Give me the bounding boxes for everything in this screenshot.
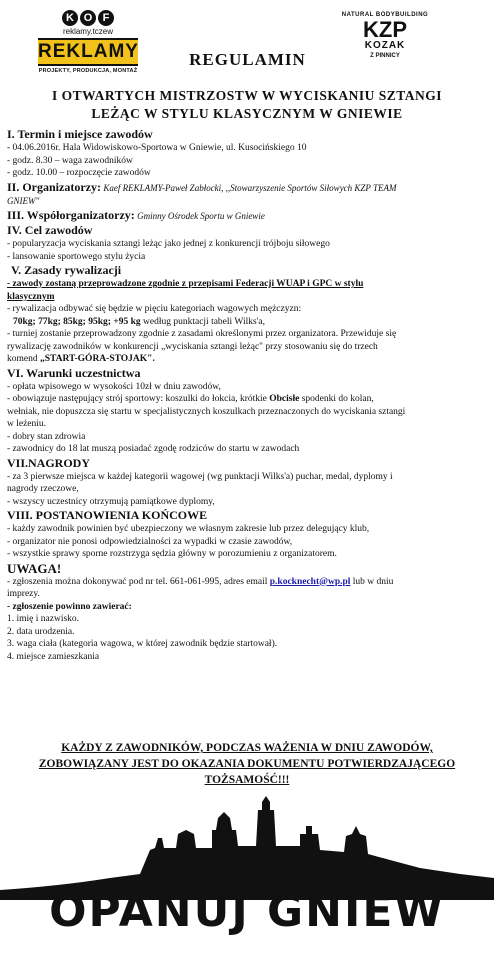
attire-bold: Obcisłe: [269, 394, 300, 404]
list-item: 1. imię i nazwisko.: [7, 614, 80, 624]
list-item: - rywalizacja odbywać się będzie w pięciu kategoriach wagowych mężczyzn:: [7, 304, 302, 314]
co-organizers-row: [7, 208, 489, 224]
list-item: - dobry stan zdrowia: [7, 431, 86, 442]
list-item: - 04.06.2016r. Hala Widowiskowo-Sportowa w Gniewie, ul. Kusocińskiego 10: [7, 143, 307, 153]
kof-letter: F: [98, 10, 114, 26]
closing-line: ZOBOWIĄZANY JEST DO OKAZANIA DOKUMENTU POTWIERDZAJĄCEGO: [38, 758, 456, 770]
list-item: - opłata wpisowego w wysokości 10zł w dniu zawodów,: [7, 381, 221, 392]
logo-brand: REKLAMY: [38, 38, 138, 66]
kzp-letters: KZP: [363, 17, 407, 42]
page-header: [0, 0, 494, 90]
commands-pre: komend: [7, 354, 40, 364]
list-item: - popularyzacja wyciskania sztangi leżąc jako jednej z konkurencji trójboju siłowego: [7, 239, 330, 249]
kzp-arc-text: NATURAL BODYBUILDING: [341, 12, 429, 18]
list-item: 4. miejsce zamieszkania: [7, 651, 100, 662]
footer: [0, 790, 494, 960]
list-item: nagrody rzeczowe,: [7, 484, 79, 494]
co-organizers-text: Gminny Ośrodek Sportu w Gniewie: [137, 210, 265, 221]
kof-letters: [38, 10, 138, 26]
list-item: imprezy.: [7, 589, 40, 599]
list-item: - wszyscy uczestnicy otrzymują pamiątkowe dyplomy,: [7, 496, 215, 507]
kzp-logo: [340, 12, 430, 77]
closing-line: KAŻDY Z ZAWODNIKÓW, PODCZAS WAŻENIA W DNIU ZAWODÓW,: [61, 742, 433, 754]
weight-classes-rest: według punktacji tabeli Wilks'a,: [140, 316, 265, 327]
organizers-text: Kaef REKLAMY-Paweł Zabłocki, ,,Stowarzyszenie Sportów Siłowych KZP TEAM: [103, 182, 397, 193]
list-item: w leżeniu.: [7, 419, 47, 429]
contact-row: [7, 576, 489, 589]
section-heading: VII.NAGRODY: [7, 455, 91, 470]
kozak-text: KOZAK: [364, 40, 406, 51]
reklamy-logo: [38, 10, 138, 80]
logo-site: reklamy.tczew: [62, 27, 114, 36]
list-item: - za 3 pierwsze miejsca w każdej kategorii wagowej (wg punktacji Wilks'a) puchar, medal, dyplomy i: [7, 471, 393, 482]
attire-pre: - obowiązuje następujący strój sportowy: koszulki do łokcia, krótkie: [7, 394, 270, 404]
regulations-body: [7, 127, 489, 663]
rules-federation: - zawody zostaną przeprowadzone zgodnie z przepisami Federacji WUAP i GPC w stylu: [7, 279, 364, 289]
list-item: - organizator nie ponosi odpowiedzialności za wypadki w czasie zawodów,: [7, 536, 293, 547]
event-title-line: LEŻĄC W STYLU KLASYCZNYM W GNIEWIE: [91, 106, 403, 121]
section-heading: I. Termin i miejsce zawodów: [7, 127, 153, 141]
event-title: [20, 87, 474, 123]
organizers-row: [7, 180, 489, 196]
list-item: - turniej zostanie przeprowadzony zgodnie z zasadami określonymi przez organizatora. Przewiduje się: [7, 329, 397, 339]
event-title-line: I OTWARTYCH MISTRZOSTW W WYCISKANIU SZTANGI: [52, 88, 442, 103]
list-item: 2. data urodzenia.: [7, 626, 75, 637]
kof-letter: O: [80, 10, 96, 26]
contact-pre: - zgłoszenia można dokonywać pod nr tel. 661-061-995, adres email: [7, 576, 270, 587]
weight-classes-row: [7, 316, 489, 329]
list-item: rywalizację zawodników w konkurencji „wyciskania sztangi leżąc" przy stosowaniu się do trzech: [7, 341, 378, 352]
closing-line: TOŻSAMOŚĆ!!!: [204, 774, 290, 786]
page-title: REGULAMIN: [189, 50, 306, 69]
section-heading: IV. Cel zawodów: [7, 223, 93, 237]
section-heading: VIII. POSTANOWIENIA KOŃCOWE: [7, 508, 208, 522]
list-item: - wszystkie sprawy sporne rozstrzyga sędzia główny w porozumieniu z organizatorem.: [7, 549, 337, 559]
section-heading: III. Współorganizatorzy:: [7, 207, 135, 222]
weight-classes: 70kg; 77kg; 85kg; 95kg; +95 kg: [13, 316, 141, 327]
section-heading: II. Organizatorzy:: [7, 179, 101, 194]
list-item: - godz. 8.30 – waga zawodników: [7, 155, 133, 166]
section-heading: VI. Warunki uczestnictwa: [7, 365, 141, 380]
list-item: - każdy zawodnik powinien być ubezpieczony we własnym zakresie lub przez delegujący klub,: [7, 524, 370, 534]
list-item: - godz. 10.00 – rozpoczęcie zawodów: [7, 168, 151, 178]
logo-subtitle: PROJEKTY, PRODUKCJA, MONTAŻ: [38, 68, 138, 74]
section-heading: V. Zasady rywalizacji: [11, 263, 122, 277]
contact-rest: lub w dniu: [350, 576, 394, 587]
list-item: - zgłoszenie powinno zawierać:: [7, 601, 132, 612]
kof-letter: K: [62, 10, 78, 26]
pinnicy-text: Z PINNICY: [370, 53, 400, 59]
list-item: - zawodnicy do 18 lat muszą posiadać zgodę rodziców do startu w zawodach: [7, 444, 300, 454]
slogan: OPANUJ GNIEW: [49, 886, 445, 937]
commands-row: [7, 353, 489, 366]
rules-federation-cont: klasycznym: [7, 291, 55, 302]
commands: „START-GÓRA-STOJAK".: [39, 354, 155, 364]
list-item: - lansowanie sportowego stylu życia: [7, 251, 146, 262]
organizers-text-cont: GNIEW": [7, 196, 40, 206]
attire-rest: spodenki do kolan,: [299, 394, 374, 404]
closing-notice: [10, 740, 484, 788]
email-link[interactable]: p.kocknecht@wp.pl: [269, 576, 351, 587]
list-item: wełniak, nie dopuszcza się startu w specjalistycznych koszulkach przeznaczonych do wyciskania sztangi: [7, 406, 406, 417]
attire-row: [7, 393, 489, 406]
list-item: 3. waga ciała (kategoria wagowa, w której zawodnik będzie startował).: [7, 639, 278, 649]
section-heading: UWAGA!: [7, 560, 62, 576]
